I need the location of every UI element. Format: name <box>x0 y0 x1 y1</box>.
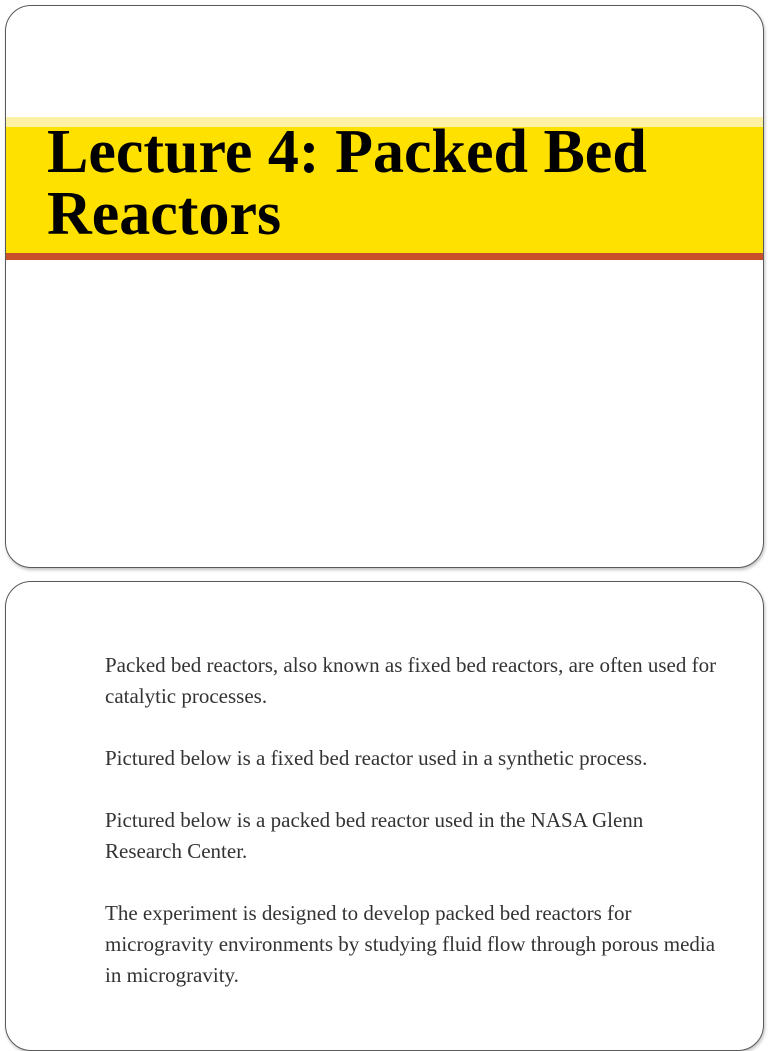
title-band-underline <box>6 253 763 260</box>
paragraph: The experiment is designed to develop packed bed reactors for microgravity environments by studying fluid flow through porous media in microgravity. <box>105 901 716 987</box>
title-slide <box>5 5 764 568</box>
content-slide <box>5 581 764 1051</box>
slide-title: Lecture 4: Packed Bed Reactors <box>47 118 647 248</box>
paragraph: Packed bed reactors, also known as fixed bed reactors, are often used for catalytic processes. <box>105 653 717 708</box>
paragraph: Pictured below is a fixed bed reactor used in a synthetic process. <box>105 746 648 770</box>
slide-body <box>105 650 725 1022</box>
paragraph: Pictured below is a packed bed reactor used in the NASA Glenn Research Center. <box>105 808 644 863</box>
